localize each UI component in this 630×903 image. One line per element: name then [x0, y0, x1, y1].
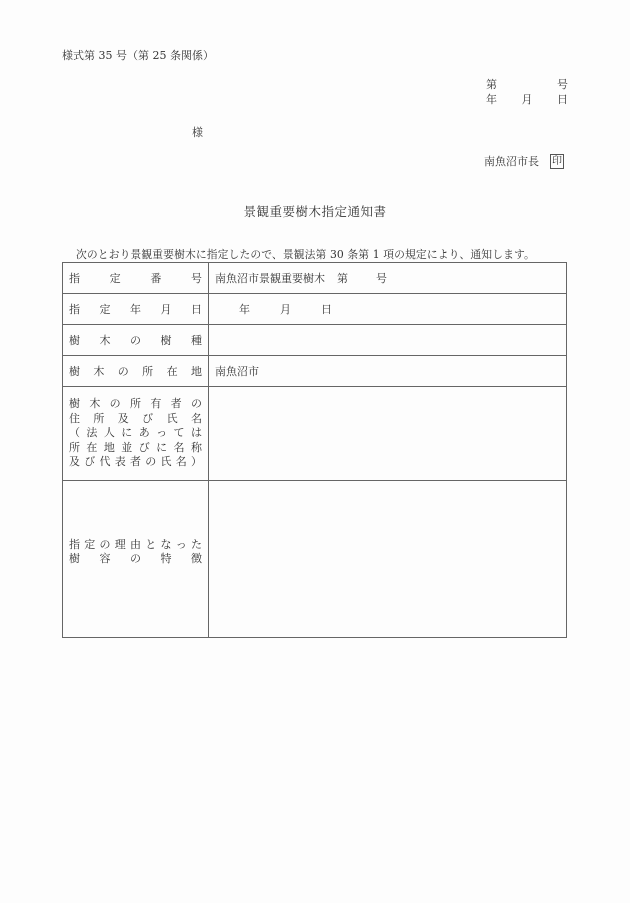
label-char: 地 [103, 440, 115, 454]
issuer-name: 南魚沼市長 [484, 155, 539, 168]
value-designation-date[interactable] [209, 294, 567, 325]
label-char: 並 [121, 440, 133, 454]
date-day: 日 [321, 303, 332, 316]
addressee: 様 [192, 126, 203, 139]
label-char: 定 [109, 272, 121, 285]
label-char: に [121, 426, 133, 440]
issuer [484, 153, 564, 169]
intro-text: 次のとおり景観重要樹木に指定したので、景観法第 30 条第 1 項の規定により、通知します。 [76, 248, 535, 261]
label-char: 氏 [166, 411, 178, 425]
label-char: 木 [99, 334, 111, 347]
label-char: 容 [99, 552, 111, 565]
date-month: 月 [521, 93, 533, 106]
label-char: 所 [93, 411, 105, 425]
number-prefix: 第 [337, 272, 348, 285]
label-char: た [191, 537, 202, 551]
label-char: 表 [114, 455, 126, 469]
label-char: 種 [191, 334, 202, 347]
label-char: の [145, 455, 157, 469]
label-char: 者 [170, 397, 182, 411]
label-char: 住 [69, 411, 80, 425]
label-char: 所 [142, 365, 154, 378]
seal-icon: 印 [552, 155, 562, 167]
label-char: 在 [166, 365, 178, 378]
label-owner [63, 387, 209, 481]
label-char: 徴 [191, 552, 202, 565]
value-owner[interactable] [209, 387, 567, 481]
label-char: 理 [114, 537, 126, 551]
label-char: （ [69, 426, 80, 440]
form-number: 様式第 35 号（第 25 条関係） [62, 49, 214, 62]
table-row-designation-date [63, 294, 567, 325]
label-char: び [138, 440, 150, 454]
label-char: 月 [160, 303, 172, 316]
label-designation-date [63, 294, 209, 325]
label-char: 有 [150, 397, 162, 411]
label-char: 地 [190, 365, 202, 378]
label-tree-species [63, 325, 209, 356]
label-char: 名 [190, 411, 202, 425]
label-char: 樹 [160, 334, 172, 347]
label-char: 由 [130, 537, 141, 551]
document-number [486, 77, 568, 92]
label-char: 名 [175, 455, 187, 469]
label-char: 所 [129, 397, 141, 411]
label-char: に [156, 440, 168, 454]
label-char: 及 [69, 455, 80, 469]
label-char: と [145, 537, 157, 551]
label-char: 樹 [69, 397, 80, 411]
label-char: っ [156, 426, 168, 440]
label-designation-reason [63, 481, 209, 638]
label-char: 及 [117, 411, 129, 425]
date-day: 日 [557, 93, 568, 106]
label-char: び [84, 455, 96, 469]
label-char: は [190, 426, 202, 440]
label-char: 法 [86, 426, 98, 440]
table-row-owner [63, 387, 567, 481]
table-row-tree-location [63, 356, 567, 387]
label-char: あ [138, 426, 150, 440]
label-char: の [190, 397, 202, 411]
issue-date [486, 92, 568, 107]
label-char: 指 [69, 303, 80, 316]
label-char: の [109, 397, 121, 411]
label-char: び [142, 411, 154, 425]
document-title: 景観重要樹木指定通知書 [243, 204, 387, 219]
value-tree-species[interactable] [209, 325, 567, 356]
label-char: の [130, 552, 141, 565]
label-designation-number [63, 263, 209, 294]
label-char: 指 [69, 272, 80, 285]
label-char: 所 [69, 440, 80, 454]
label-char: 樹 [69, 552, 80, 565]
value-designation-number[interactable] [209, 263, 567, 294]
label-char: 在 [86, 440, 98, 454]
label-char: っ [175, 537, 187, 551]
number-suffix: 号 [376, 272, 387, 285]
label-char: 番 [150, 272, 162, 285]
doc-number-prefix: 第 [486, 78, 497, 91]
label-char: 氏 [160, 455, 172, 469]
label-char: 指 [69, 537, 80, 551]
label-char: 日 [191, 303, 202, 316]
label-char: 樹 [69, 334, 80, 347]
label-char: の [130, 334, 141, 347]
label-char: 名 [173, 440, 185, 454]
label-char: 木 [93, 365, 105, 378]
label-char: 人 [103, 426, 115, 440]
label-char: 特 [160, 552, 172, 565]
label-char: 者 [130, 455, 141, 469]
label-char: 年 [130, 303, 141, 316]
label-char: な [160, 537, 172, 551]
label-char: の [99, 537, 111, 551]
table-row-designation-reason [63, 481, 567, 638]
label-char: ） [191, 455, 202, 469]
value-tree-location[interactable]: 南魚沼市 [209, 356, 567, 387]
label-char: 木 [89, 397, 101, 411]
table-row-tree-species [63, 325, 567, 356]
designation-table [62, 262, 567, 638]
label-char: 定 [84, 537, 96, 551]
label-char: 号 [190, 272, 202, 285]
date-year: 年 [239, 303, 250, 316]
label-char: 樹 [69, 365, 80, 378]
date-month: 月 [280, 303, 291, 316]
table-row-designation-number [63, 263, 567, 294]
doc-number-suffix: 号 [557, 78, 568, 91]
label-char: 代 [99, 455, 111, 469]
label-char: 称 [190, 440, 202, 454]
date-year: 年 [486, 93, 497, 106]
value-designation-reason[interactable] [209, 481, 567, 638]
label-char: て [173, 426, 185, 440]
label-char: の [117, 365, 129, 378]
label-tree-location [63, 356, 209, 387]
label-char: 定 [99, 303, 111, 316]
document-number-block [486, 77, 568, 107]
registry-name: 南魚沼市景観重要樹木 [215, 272, 325, 285]
